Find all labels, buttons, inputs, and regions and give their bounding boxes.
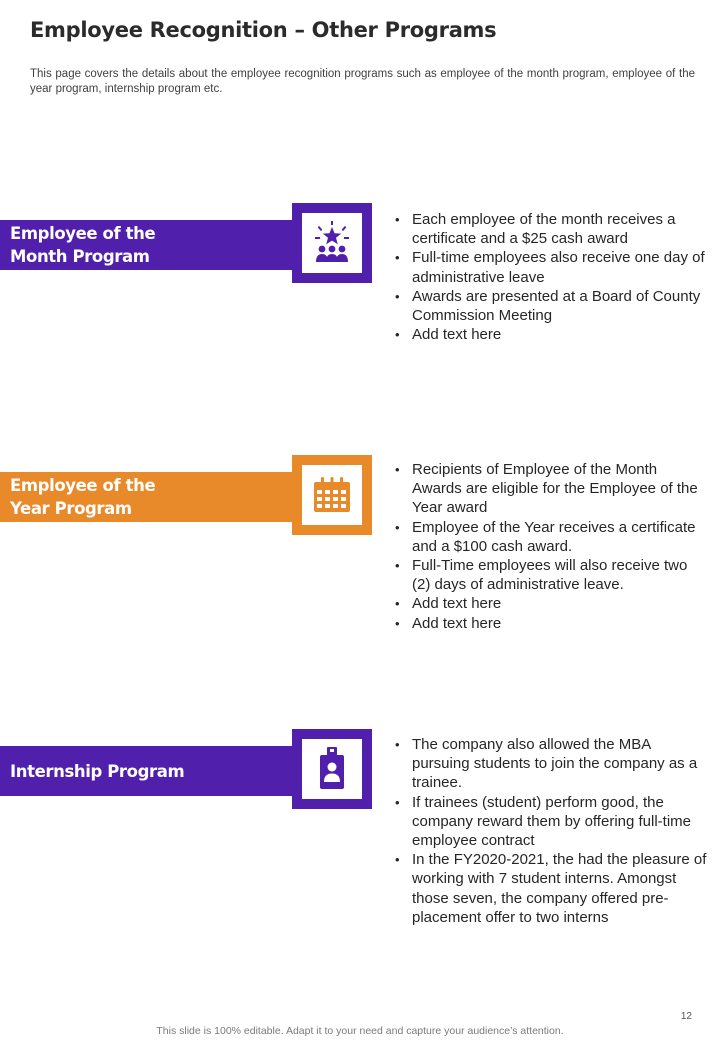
month-program-label (10, 222, 155, 268)
month-program-label-line1: Employee of the (10, 224, 156, 243)
internship-program-icon-box (292, 729, 372, 809)
bullet-item: • The company also allowed the MBA pursuing students to join the company as a trainee. (392, 735, 708, 793)
bullet-item: • In the FY2020-2021, the had the pleasure of working with 7 student interns. Amongst those seven, the company offered pre-placement offer to two interns (392, 850, 708, 927)
bullet-item: • Full-Time employees will also receive two (2) days of administrative leave. (392, 556, 708, 594)
bullet-item: • Awards are presented at a Board of County Commission Meeting (392, 287, 708, 325)
bullet-item: • Add text here (392, 325, 708, 344)
internship-program-bullets (392, 735, 708, 927)
award-team-icon (309, 220, 355, 266)
bullet-item: • Add text here (392, 594, 708, 613)
month-program-label-line2: Month Program (10, 247, 150, 266)
intro-text: This page covers the details about the employee recognition programs such as employee of the month program, employee of the year program, internship program etc. (30, 68, 695, 95)
internship-program-label-line1: Internship Program (10, 761, 185, 781)
bullet-item: • Employee of the Year receives a certificate and a $100 cash award. (392, 518, 708, 556)
id-badge-icon (312, 745, 352, 793)
page-number: 12 (680, 1011, 692, 1022)
year-program-banner (0, 472, 300, 522)
bullet-item: • Full-time employees also receive one day of administrative leave (392, 248, 708, 286)
month-program-banner (0, 220, 300, 270)
year-program-label-line1: Employee of the (10, 476, 156, 495)
bullet-item: • Each employee of the month receives a certificate and a $25 cash award (392, 210, 708, 248)
internship-program-label (10, 760, 184, 783)
bullet-item: • If trainees (student) perform good, the company reward them by offering full-time employee contract (392, 793, 708, 851)
month-program-bullets (392, 210, 708, 344)
year-program-icon-box (292, 455, 372, 535)
year-program-bullets (392, 460, 708, 633)
page-title: Employee Recognition – Other Programs (30, 18, 497, 42)
bullet-item: • Add text here (392, 614, 708, 633)
month-program-icon-box (292, 203, 372, 283)
internship-program-banner (0, 746, 300, 796)
year-program-label-line2: Year Program (10, 499, 132, 518)
bullet-item: • Recipients of Employee of the Month Awards are eligible for the Employee of the Year award (392, 460, 708, 518)
year-program-label (10, 474, 155, 520)
calendar-icon (310, 473, 354, 517)
footer-note: This slide is 100% editable. Adapt it to your need and capture your audience’s attention. (156, 1025, 564, 1037)
